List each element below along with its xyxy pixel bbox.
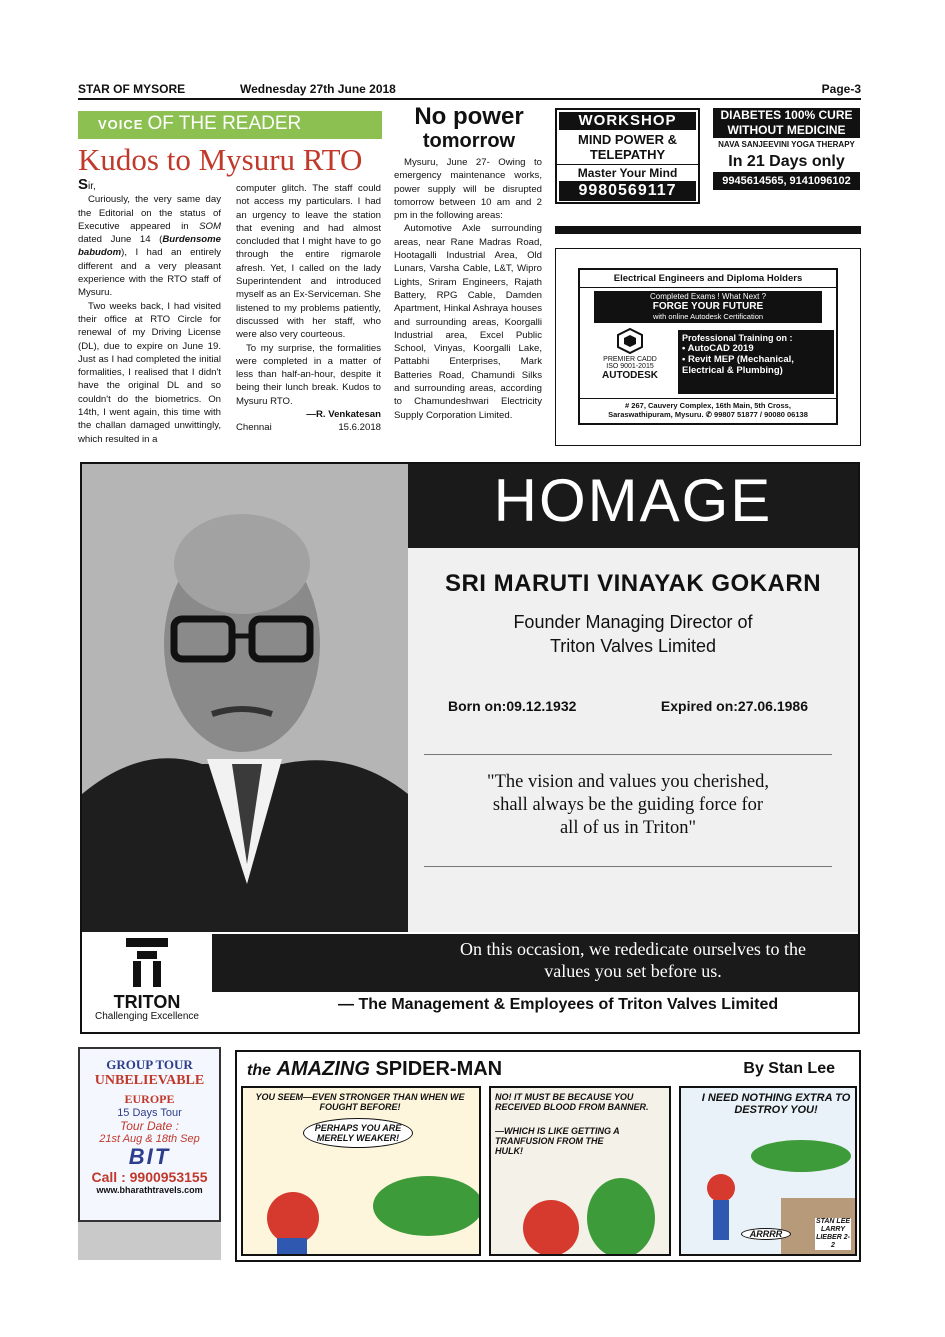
born-date: Born on:09.12.1932 bbox=[448, 698, 577, 714]
letter-place: Chennai bbox=[236, 422, 272, 434]
tribute-quote: "The vision and values you cherished, shall always be the guiding force for all of us in Triton" bbox=[424, 754, 832, 867]
letter-column-2 bbox=[236, 182, 381, 450]
diabetes-phone: 9945614565, 9141096102 bbox=[713, 172, 860, 190]
page-number: Page-3 bbox=[821, 82, 861, 96]
life-dates bbox=[408, 698, 858, 714]
premiercadd-logo: PREMIER CADD ISO 9001-2015 AUTODESK bbox=[584, 328, 676, 381]
comic-panel-2: NO! IT MUST BE BECAUSE YOU RECEIVED BLOOD FROM BANNER. —WHICH IS LIKE GETTING A TRANFUSION FROM THE HULK! bbox=[489, 1086, 671, 1256]
letter-headline: Kudos to Mysuru RTO bbox=[78, 142, 363, 177]
comic-credit: STAN LEE LARRY LIEBER 2-2 bbox=[815, 1218, 851, 1249]
tour-ad[interactable]: GROUP TOUR UNBELIEVABLE EUROPE 15 Days Tour Tour Date : 21st Aug & 18th Sep BIT Call : 9900953155 www.bharathtravels.com bbox=[78, 1047, 221, 1222]
power-headline: No power tomorrow bbox=[414, 103, 524, 152]
letter-date: 15.6.2018 bbox=[338, 422, 381, 434]
divider bbox=[555, 226, 861, 234]
power-paragraph-2: Automotive Axle surrounding areas, near Rane Madras Road, Hootagalli Industrial Area, Old Lunars, Varsha Cable, L&T, Wipro Lights, Sriram Engineers, Rajath Battery, RPG Cable, Damden Apartment, Hinkal Ashraya houses and surrounding areas, Koorgalli Industrial area, Excel Public School, Vinyas, Koorgalli Lake, Pattabhi Enterprises, Mark Batteries Road, Chamundi Silks and surrounding areas, according to Chamundeshwari Electricity Supply Corporation Limited. bbox=[394, 223, 542, 421]
expired-date: Expired on:27.06.1986 bbox=[660, 698, 808, 714]
comic-byline: By Stan Lee bbox=[743, 1060, 835, 1077]
workshop-phone: 9980569117 bbox=[559, 181, 696, 201]
letter-paragraph-3: computer glitch. The staff could not access my particulars. I had an urgency to leave the station that evening and had almost concluded that I might have to go through the entire rigmarole afresh. Yet, I called on the lady Superintendent and introduced myself as an Ex-Serviceman. She listened to my problems patiently, discussed with her staff, who were also very courteous. bbox=[236, 183, 381, 341]
diabetes-ad[interactable]: DIABETES 100% CURE WITHOUT MEDICINE NAVA SANJEEVINI YOGA THERAPY In 21 Days only 9945614565, 9141096102 bbox=[713, 108, 860, 204]
workshop-ad[interactable]: WORKSHOP MIND POWER & TELEPATHY Master Your Mind 9980569117 bbox=[555, 108, 700, 204]
tour-website: www.bharathtravels.com bbox=[96, 1185, 203, 1195]
ad-space bbox=[78, 1222, 221, 1260]
comic-strip bbox=[235, 1050, 861, 1262]
training-box: Professional Training on : • AutoCAD 2019 • Revit MEP (Mechanical, Electrical & Plumbing) bbox=[678, 330, 834, 394]
letter-column-1 bbox=[78, 178, 221, 450]
paper-name: STAR OF MYSORE bbox=[78, 82, 186, 96]
honoree-role: Founder Managing Director of Triton Valves Limited bbox=[513, 612, 753, 656]
power-paragraph-1: Mysuru, June 27- Owing to emergency maintenance works, power supply will be disrupted tomorrow between 10 am and 2 pm in the following areas: bbox=[394, 157, 542, 222]
ad-address: # 267, Cauvery Complex, 16th Main, 5th Cross, Saraswathipuram, Mysuru. ✆ 99807 51877 / 90080 06138 bbox=[580, 398, 836, 419]
salutation: ir, bbox=[88, 181, 96, 192]
letter-paragraph-1: Curiously, the very same day the Editorial on the status of Executive appeared in SOM dated June 14 (Burdensome babudom), I had an entirely different and a very pleasant experience with the RTO staff of Mysuru. bbox=[78, 194, 221, 299]
letter-paragraph-2: Two weeks back, I had visited their office at RTO Circle for renewal of my Driving License (DL), due to expire on June 19. Just as I had completed the initial formalities, I realised that I didn't have the original DL and so couldn't do the biometrics. On 14th, I went again, this time with the challan damaged unwittingly, which resulted in a bbox=[78, 300, 221, 445]
letter-paragraph-4: To my surprise, the formalities were completed in a matter of less than half-an-hour, despite it being their lunch break. Kudos to Mysuru RTO. bbox=[236, 342, 381, 407]
honoree-name: SRI MARUTI VINAYAK GOKARN bbox=[444, 570, 822, 597]
homage-signoff: — The Management & Employees of Triton Valves Limited bbox=[338, 996, 779, 1013]
drop-cap: S bbox=[78, 178, 89, 193]
comic-panel-3: I NEED NOTHING EXTRA TO DESTROY YOU! ARRRR STAN LEE LARRY LIEBER 2-2 bbox=[679, 1086, 857, 1256]
comic-title: the AMAZING SPIDER-MAN bbox=[247, 1058, 503, 1080]
homage-title: HOMAGE bbox=[408, 464, 858, 548]
tour-phone: Call : 9900953155 bbox=[91, 1169, 208, 1185]
engineers-ad[interactable]: Electrical Engineers and Diploma Holders Completed Exams ! What Next ? FORGE YOUR FUTURE with online Autodesk Certification PREMIER CADD ISO 9001-2015 AUTODESK Professional Training on : • AutoCAD 2019 • Revit MEP (Mechanical, Electrical & Plumbing) # 267, Cauvery Complex, 16th Main, 5th Cross, Saraswathipuram, Mysuru. ✆ 99807 51877 / 90080 06138 bbox=[578, 268, 838, 425]
power-article bbox=[394, 156, 542, 450]
comic-panel-1: YOU SEEM—EVEN STRONGER THAN WHEN WE FOUGHT BEFORE! PERHAPS YOU ARE MERELY WEAKER! bbox=[241, 1086, 481, 1256]
homage-footer bbox=[82, 932, 858, 1032]
letter-signature: —R. Venkatesan bbox=[306, 409, 381, 421]
homage-body bbox=[408, 548, 858, 932]
section-label: OF THE READER bbox=[147, 113, 302, 134]
section-prefix: VOICE bbox=[98, 117, 144, 132]
rededication-text: On this occasion, we rededicate ourselves to the values you set before us. bbox=[408, 934, 858, 992]
portrait-photo bbox=[82, 464, 408, 932]
bit-logo: BIT bbox=[128, 1144, 171, 1169]
page-header bbox=[78, 80, 861, 100]
issue-date: Wednesday 27th June 2018 bbox=[240, 82, 396, 96]
triton-logo: TRITON Challenging Excellence bbox=[82, 932, 212, 1032]
section-banner bbox=[78, 111, 382, 139]
